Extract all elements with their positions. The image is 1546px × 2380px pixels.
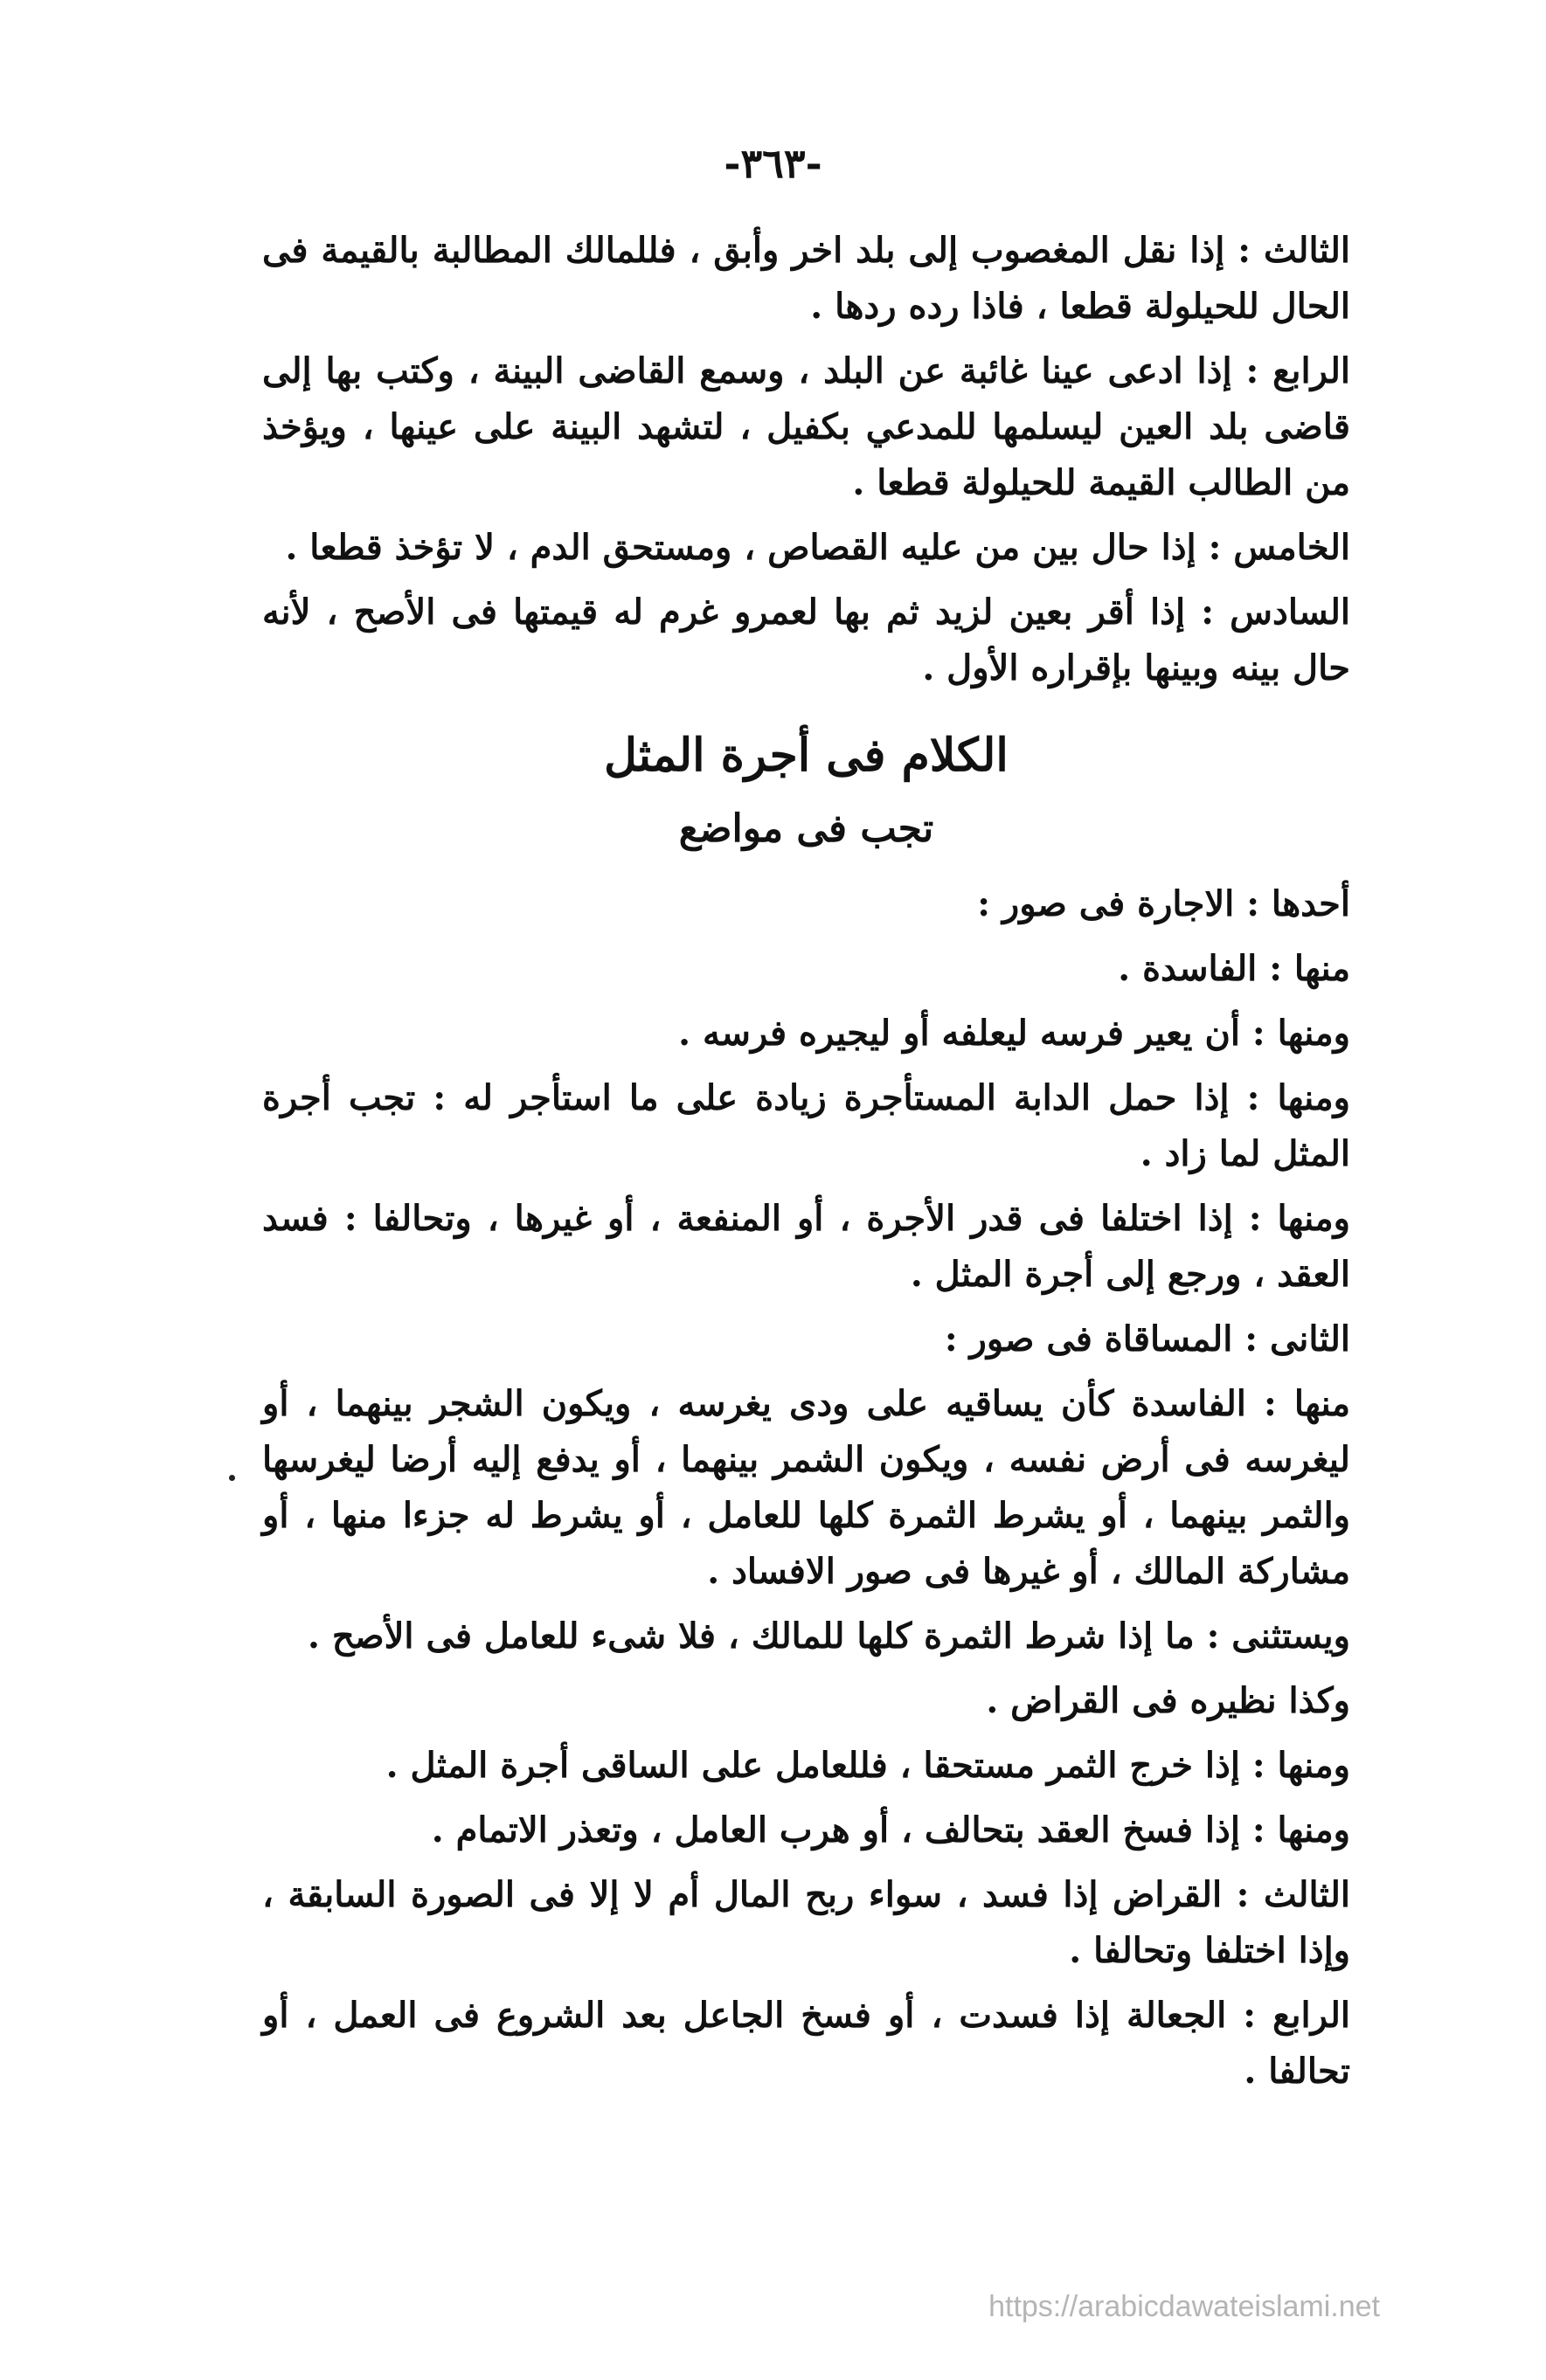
paragraph-musaqat: الثانى : المساقاة فى صور : (944, 1318, 1350, 1360)
section-heading: الكلام فى أجرة المثل (604, 729, 1009, 782)
paragraph-fourth: الرابع : إذا ادعى عينا غائبة عن البلد ، وسمع القاضى البينة ، وكتب بها إلى قاضى بلد العين ليسلمها للمدعي بكفيل ، لتشهد البينة على عينها ، ويؤخذ من الطالب القيمة للحيلولة قطعا . (262, 350, 1350, 503)
paragraph-first-ijara: أحدها : الاجارة فى صور : (977, 882, 1350, 924)
paragraph-ikhtilaf: ومنها : إذا اختلفا فى قدر الأجرة ، أو المنفعة ، أو غيرها ، وتحالفا : فسد العقد ، ورجع إلى أجرة المثل . (262, 1197, 1350, 1295)
paragraph-qirad: الثالث : القراض إذا فسد ، سواء ربح المال أم لا إلا فى الصورة السابقة ، وإذا اختلفا وتحالفا . (262, 1873, 1350, 1971)
stray-dot (229, 1475, 235, 1481)
paragraph-haml-addabba: ومنها : إذا حمل الدابة المستأجرة زيادة على ما استأجر له : تجب أجرة المثل لما زاد . (262, 1076, 1350, 1174)
page-number: -٣٦٣- (724, 140, 822, 187)
paragraph-faskh: ومنها : إذا فسخ العقد بتحالف ، أو هرب العامل ، وتعذر الاتمام . (431, 1809, 1350, 1851)
paragraph-musaqat-fasida: منها : الفاسدة كأن يساقيه على ودى يغرسه ، ويكون الشجر بينهما ، أو ليغرسه فى أرض نفسه ، ويكون الشمر بينهما ، أو يدفع إليه أرضا ليغرسها والثمر بينهما ، أو يشرط الثمرة كلها للعامل ، أو يشرط له جزءا منها ، أو مشاركة المالك ، أو غيرها فى صور الافساد . (262, 1382, 1350, 1592)
paragraph-juala: الرابع : الجعالة إذا فسدت ، أو فسخ الجاعل بعد الشروع فى العمل ، أو تحالفا . (262, 1994, 1350, 2092)
watermark-url: https://arabicdawateislami.net (988, 2290, 1380, 2323)
paragraph-istithna: ويستثنى : ما إذا شرط الثمرة كلها للمالك ، فلا شىء للعامل فى الأصح . (307, 1615, 1350, 1657)
paragraph-fasida: منها : الفاسدة . (1118, 947, 1350, 989)
page-body (262, 223, 1350, 2108)
paragraph-fifth: الخامس : إذا حال بين من عليه القصاص ، ومستحق الدم ، لا تؤخذ قطعا . (285, 527, 1350, 568)
paragraph-thamar-mustahaq: ومنها : إذا خرج الثمر مستحقا ، فللعامل على الساقى أجرة المثل . (385, 1744, 1350, 1786)
paragraph-qirad-nazir: وكذا نظيره فى القراض . (986, 1679, 1350, 1721)
paragraph-sixth: السادس : إذا أقر بعين لزيد ثم بها لعمرو غرم له قيمتها فى الأصح ، لأنه حال بينه وبينها بإقراره الأول . (262, 592, 1350, 688)
section-subheading: تجب فى مواضع (678, 806, 934, 852)
paragraph-third: الثالث : إذا نقل المغصوب إلى بلد اخر وأبق ، فللمالك المطالبة بالقيمة فى الحال للحيلولة قطعا ، فاذا رده ردها . (262, 230, 1350, 327)
paragraph-yuir: ومنها : أن يعير فرسه ليعلفه أو ليجيره فرسه . (678, 1012, 1350, 1054)
